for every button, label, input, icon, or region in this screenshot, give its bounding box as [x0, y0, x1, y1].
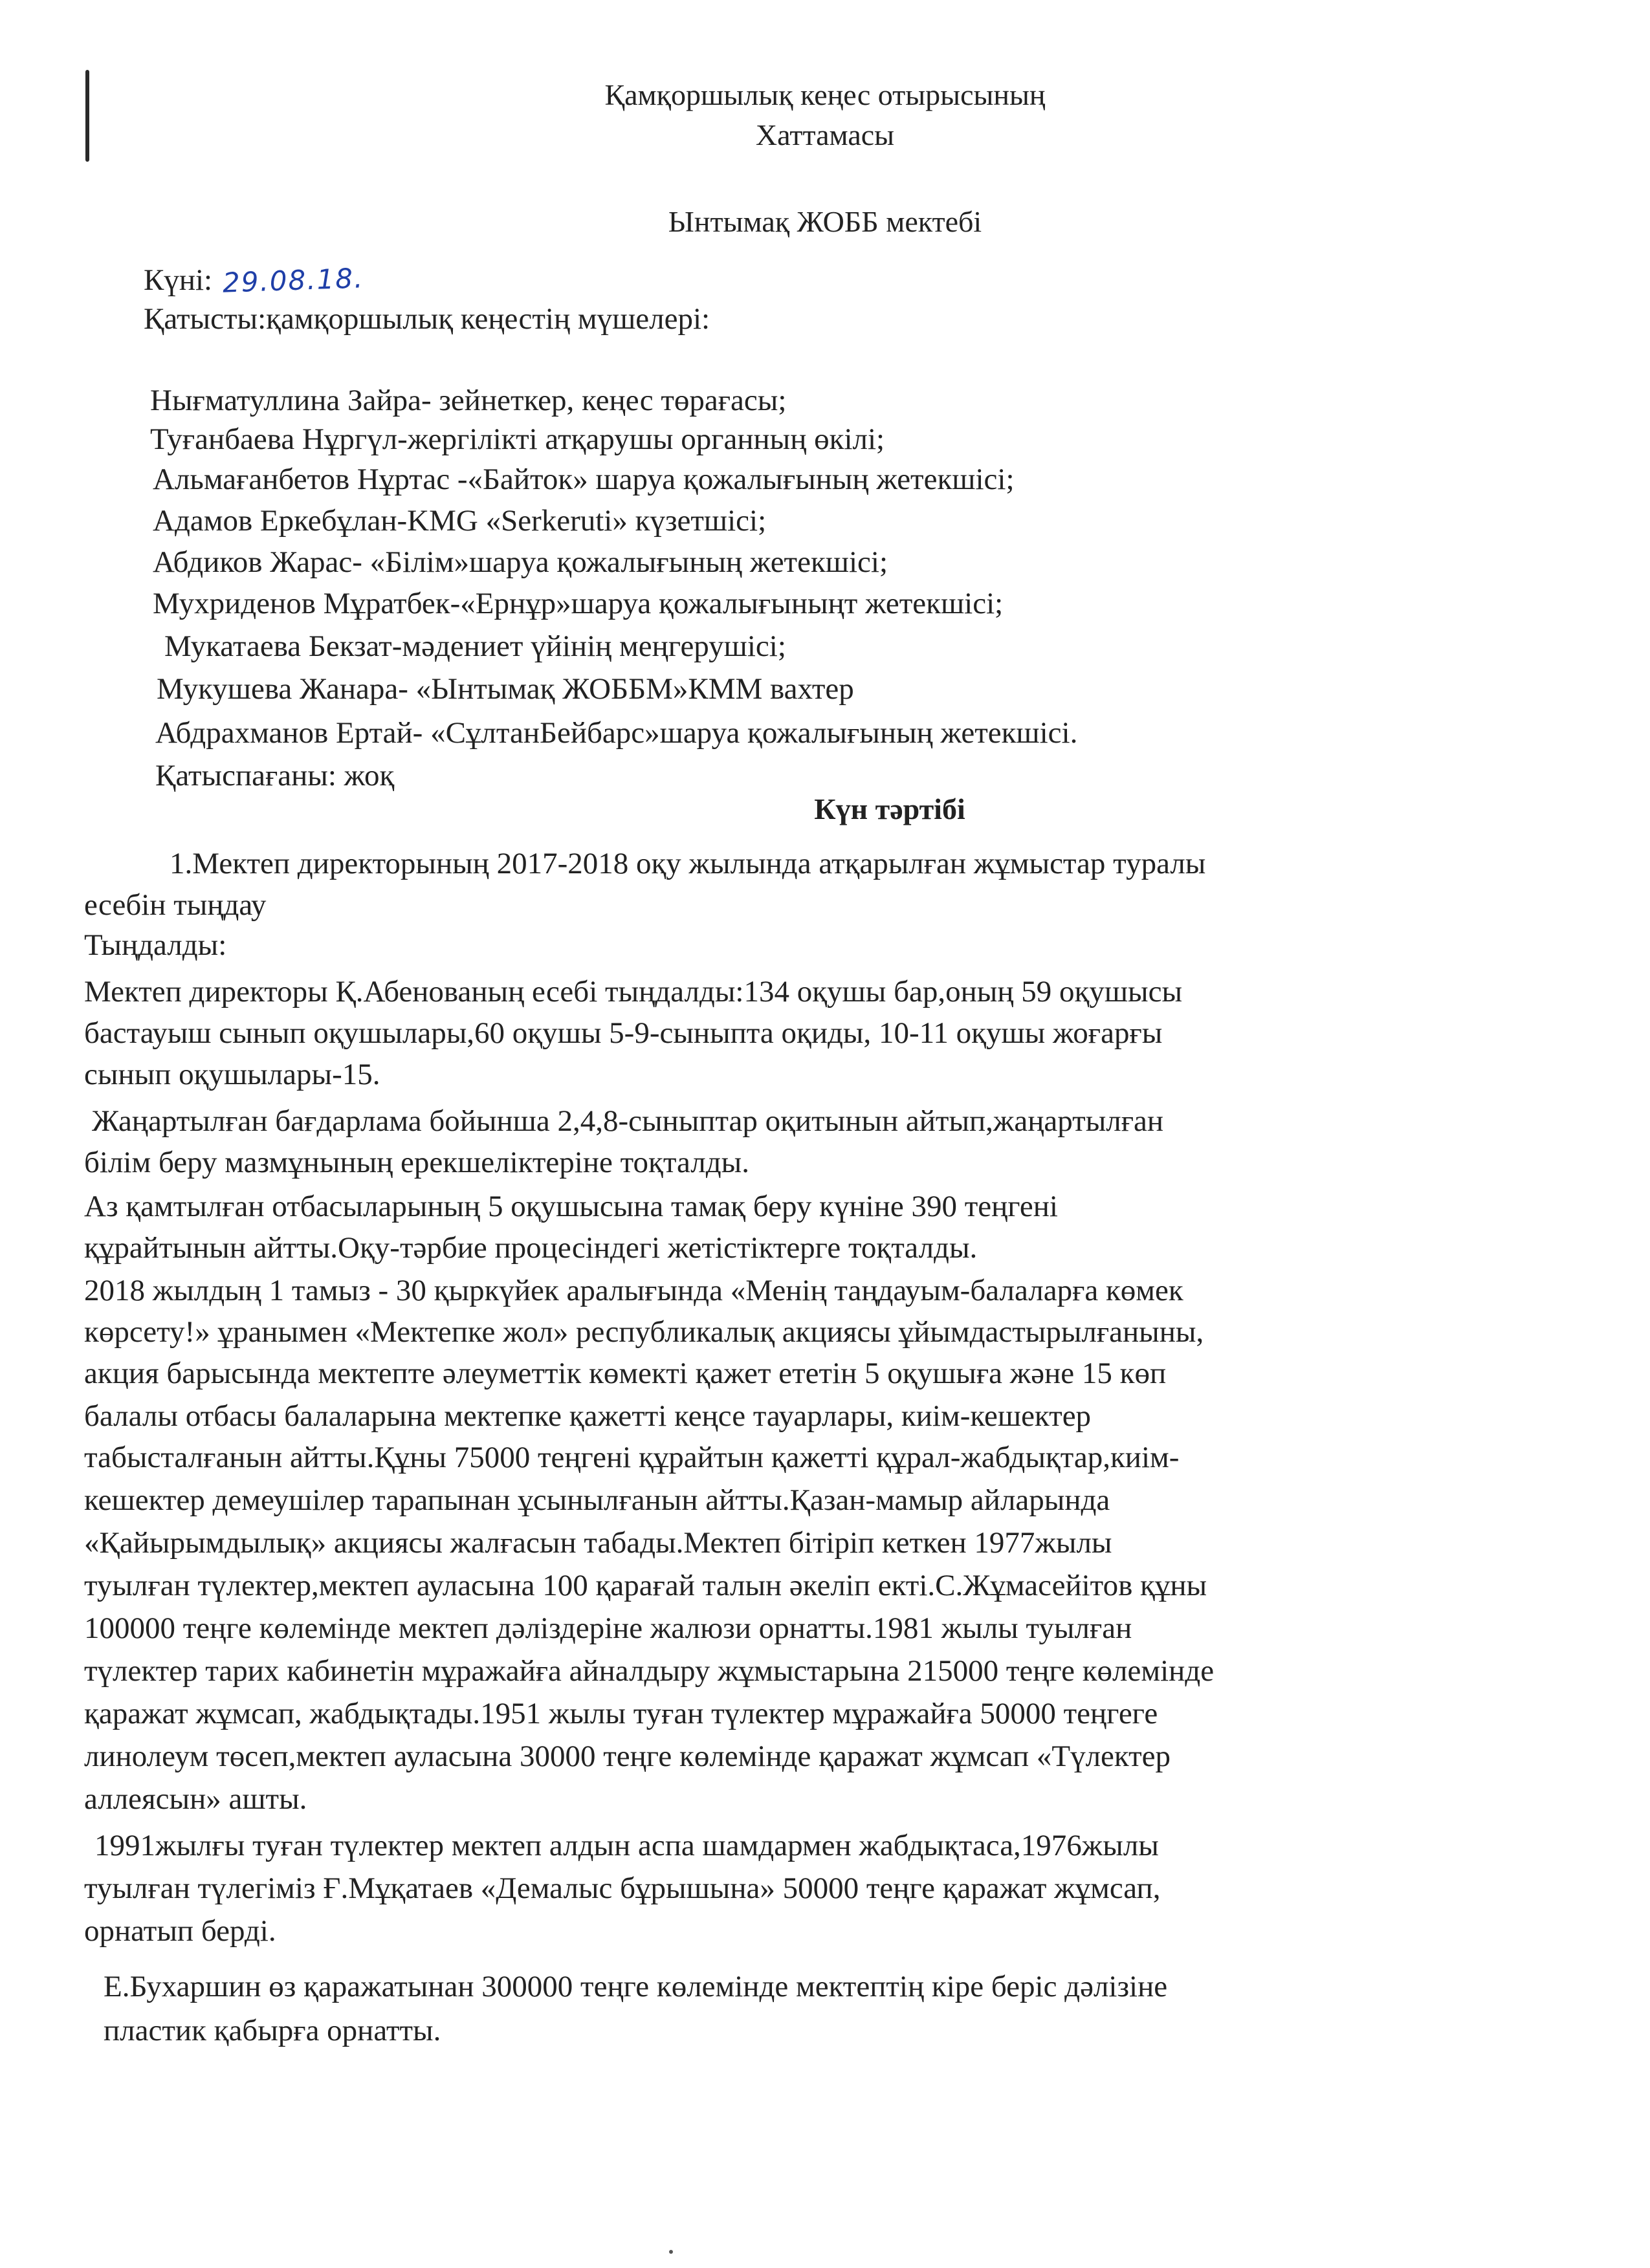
body-line: линолеум төсеп,мектеп ауласына 30000 теңге көлемінде қаражат жұмсап «Түлектер: [84, 1739, 1171, 1773]
body-line: 2018 жылдың 1 тамыз - 30 қыркүйек аралығында «Менің таңдауым-балаларға көмек: [84, 1274, 1183, 1307]
body-line: Е.Бухаршин өз қаражатынан 300000 теңге көлемінде мектептің кіре беріс дәлізіне: [104, 1970, 1168, 2003]
body-line: орнатып берді.: [84, 1914, 276, 1948]
body-line: құрайтынын айтты.Оқу-тәрбие процесіндегі жетістіктерге тоқталды.: [84, 1231, 978, 1265]
body-line: сынып оқушылары-15.: [84, 1058, 380, 1091]
date-row: [144, 261, 364, 300]
body-line: көрсету!» ұранымен «Мектепке жол» республикалық акциясы ұйымдастырылғаныны,: [84, 1315, 1204, 1349]
body-line: білім беру мазмұнының ерекшеліктеріне тоқталды.: [84, 1146, 749, 1179]
body-line: балалы отбасы балаларына мектепке қажетті кеңсе тауарлары, киім-кешектер: [84, 1399, 1092, 1433]
body-line: 1.Мектеп директорының 2017-2018 оқу жылында атқарылған жұмыстар туралы: [170, 847, 1206, 880]
body-line: Аз қамтылған отбасыларының 5 оқушысына тамақ беру күніне 390 теңгені: [84, 1190, 1058, 1223]
body-line: 100000 теңге көлемінде мектеп дәліздеріне жалюзи орнатты.1981 жылы туылған: [84, 1611, 1132, 1645]
body-line: кешектер демеушілер тарапынан ұсынылғанын айтты.Қазан-мамыр айларында: [84, 1483, 1110, 1517]
scan-speck: [669, 2250, 673, 2254]
school-name: Ынтымақ ЖОББ мектебі: [668, 205, 982, 238]
body-line: туылған түлегіміз Ғ.Мұқатаев «Демалыс бұрышына» 50000 теңге қаражат жұмсап,: [84, 1871, 1161, 1905]
body-line: пластик қабырға орнатты.: [104, 2014, 441, 2047]
member-item: Мухриденов Мұратбек-«Ернұр»шаруа қожалығыныңт жетекшісі;: [153, 587, 1004, 620]
member-item: Абдрахманов Ертай- «СұлтанБейбарс»шаруа қожалығының жетекшісі.: [155, 716, 1078, 750]
body-line: табысталғанын айтты.Құны 75000 теңгені құрайтын қажетті құрал-жабдықтар,киім-: [84, 1441, 1180, 1474]
body-line: түлектер тарих кабинетін мұражайға айналдыру жұмыстарына 215000 теңге көлемінде: [84, 1654, 1215, 1688]
member-item: Туғанбаева Нұргүл-жергілікті атқарушы органның өкілі;: [150, 422, 885, 456]
body-line: акция барысында мектепте әлеуметтік көмекті қажет ететін 5 оқушыға және 15 көп: [84, 1357, 1167, 1390]
member-item: Мукатаева Бекзат-мәдениет үйінің меңгерушісі;: [164, 629, 786, 663]
body-line: қаражат жұмсап, жабдықтады.1951 жылы туған түлектер мұражайға 50000 теңгеге: [84, 1697, 1158, 1730]
member-item: Адамов Еркебұлан-KMG «Serkeruti» күзетшісі;: [153, 504, 767, 538]
member-item: Нығматуллина Зайра- зейнеткер, кеңес төрағасы;: [150, 384, 787, 417]
body-line: туылған түлектер,мектеп ауласына 100 қарағай талын әкеліп екті.С.Жұмасейітов құны: [84, 1569, 1207, 1602]
absent-line: Қатыспағаны: жоқ: [155, 759, 395, 792]
member-item: Абдиков Жарас- «Білім»шаруа қожалығының жетекшісі;: [153, 545, 888, 579]
body-line: 1991жылғы туған түлектер мектеп алдын аспа шамдармен жабдықтаса,1976жылы: [94, 1829, 1159, 1862]
member-item: Мукушева Жанара- «Ынтымақ ЖОББМ»КММ вахтер: [157, 672, 854, 706]
document-title-line2: Хаттамасы: [755, 118, 895, 151]
attended-label: Қатысты:қамқоршылық кеңестің мүшелері:: [144, 302, 710, 336]
agenda-title: Күн тәртібі: [814, 792, 965, 825]
body-line: Мектеп директоры Қ.Абенованың есебі тыңдалды:134 оқушы бар,оның 59 оқушысы: [84, 975, 1183, 1009]
body-line: есебін тыңдау: [84, 888, 267, 922]
handwritten-date: 29.08.18.: [222, 262, 365, 299]
body-line: Жаңартылған бағдарлама бойынша 2,4,8-сыныптар оқитынын айтып,жаңартылған: [92, 1104, 1164, 1138]
body-line: аллеясын» ашты.: [84, 1782, 307, 1816]
body-line: Тыңдалды:: [84, 928, 227, 962]
date-label: Күні:: [144, 263, 213, 297]
body-line: бастауыш сынып оқушылары,60 оқушы 5-9-сыныпта оқиды, 10-11 оқушы жоғарғы: [84, 1016, 1163, 1050]
document-title-line1: Қамқоршылық кеңес отырысының: [604, 78, 1046, 111]
body-line: «Қайырымдылық» акциясы жалғасын табады.Мектеп бітіріп кеткен 1977жылы: [84, 1526, 1112, 1560]
member-item: Альмағанбетов Нұртас -«Байток» шаруа қожалығының жетекшісі;: [153, 463, 1015, 496]
